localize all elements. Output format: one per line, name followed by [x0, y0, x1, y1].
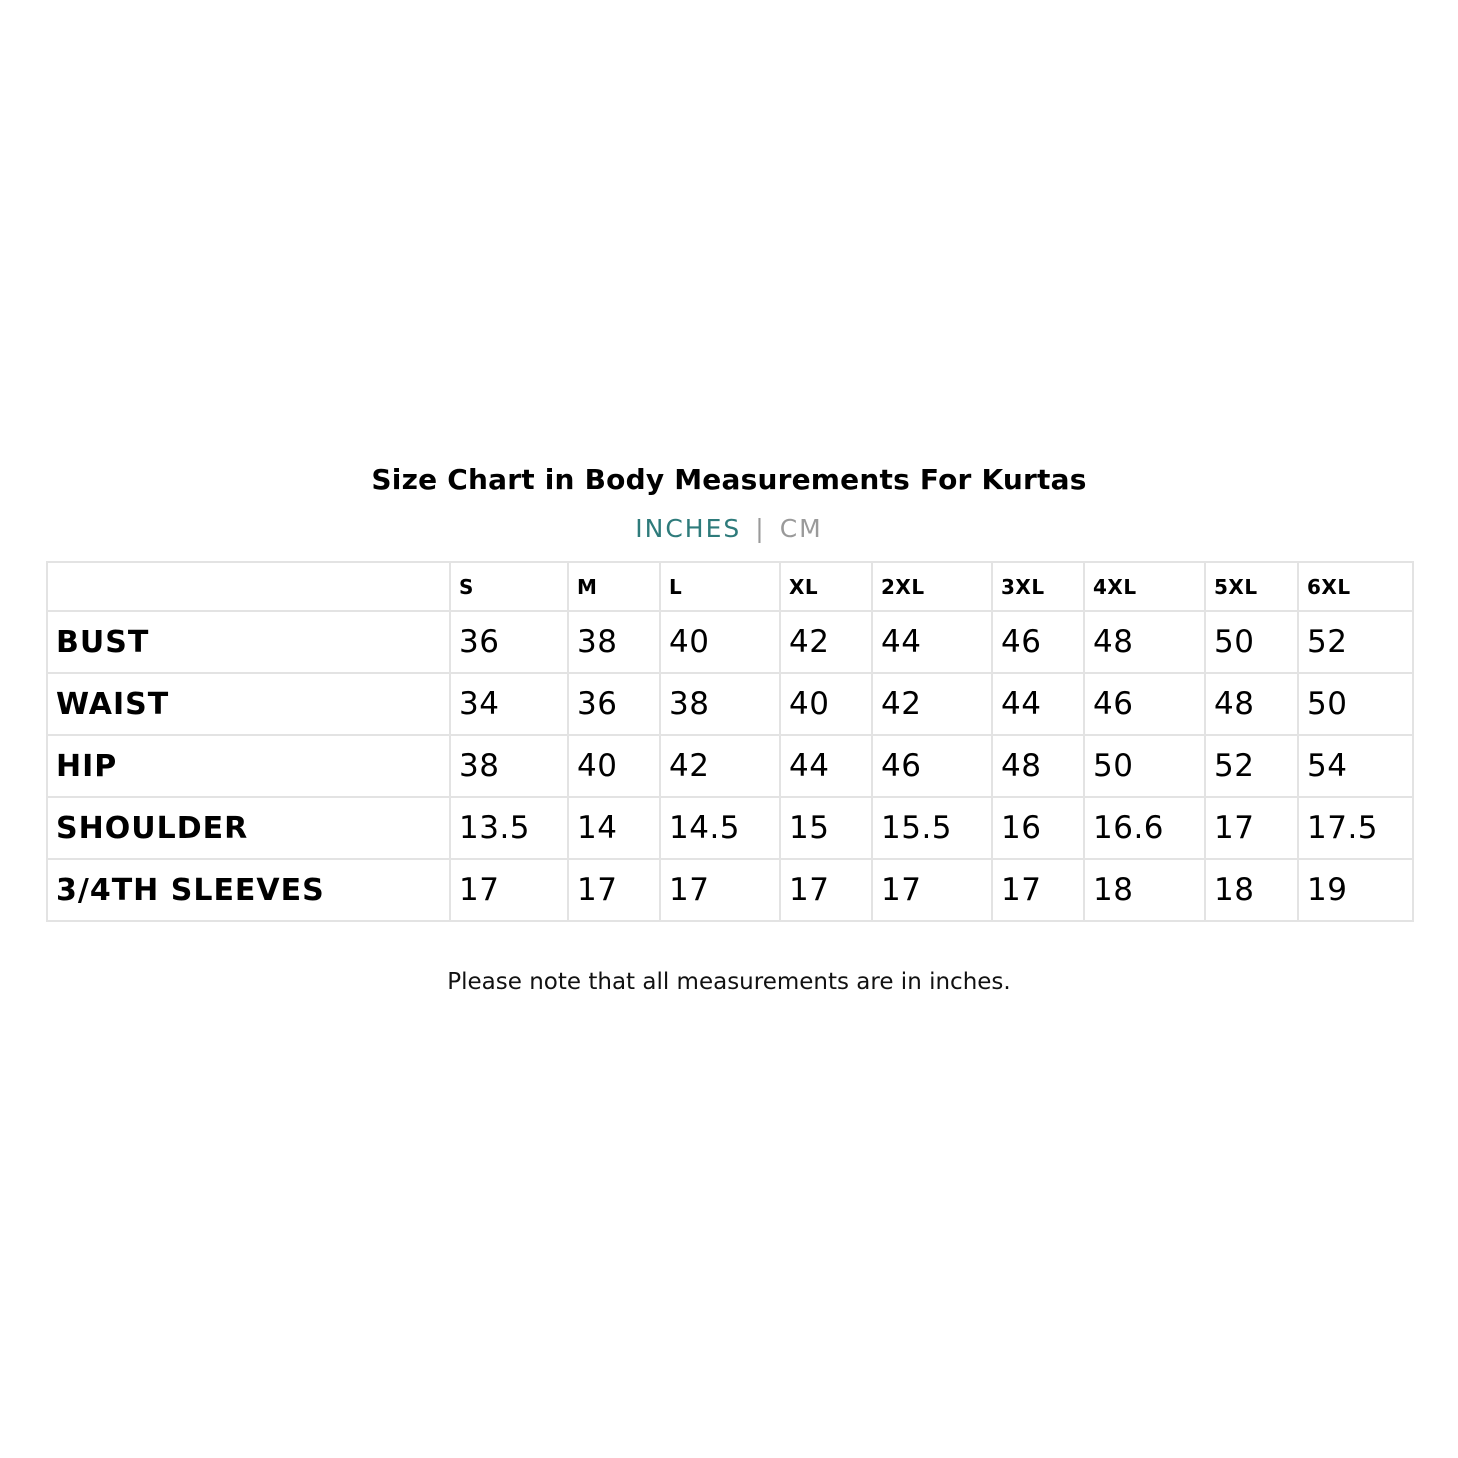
size-chart-table: [46, 561, 1414, 922]
measurement-cell: 40: [780, 673, 872, 735]
measurement-cell: 16.6: [1084, 797, 1205, 859]
size-header: 5XL: [1205, 562, 1298, 611]
table-row: [47, 735, 1413, 797]
measurement-cell: 34: [450, 673, 568, 735]
unit-toggle: [0, 510, 1458, 548]
measurement-note: Please note that all measurements are in inches.: [447, 969, 1011, 995]
measurement-cell: 54: [1298, 735, 1413, 797]
measurement-cell: 14: [568, 797, 660, 859]
table-row: [47, 859, 1413, 921]
size-header: 3XL: [992, 562, 1084, 611]
measurement-cell: 14.5: [660, 797, 780, 859]
size-header: XL: [780, 562, 872, 611]
measurement-cell: 16: [992, 797, 1084, 859]
unit-inches-tab[interactable]: INCHES: [635, 514, 742, 543]
row-label-shoulder: SHOULDER: [47, 797, 450, 859]
page-title: Size Chart in Body Measurements For Kurtas: [371, 463, 1087, 496]
row-label-bust: BUST: [47, 611, 450, 673]
size-header: S: [450, 562, 568, 611]
measurement-cell: 13.5: [450, 797, 568, 859]
size-header: L: [660, 562, 780, 611]
measurement-cell: 50: [1205, 611, 1298, 673]
measurement-cell: 15.5: [872, 797, 992, 859]
measurement-cell: 40: [660, 611, 780, 673]
unit-separator: |: [755, 514, 766, 543]
measurement-cell: 52: [1298, 611, 1413, 673]
measurement-cell: 38: [660, 673, 780, 735]
measurement-cell: 15: [780, 797, 872, 859]
measurement-cell: 48: [992, 735, 1084, 797]
measurement-cell: 17: [780, 859, 872, 921]
measurement-cell: 17: [568, 859, 660, 921]
unit-cm-tab[interactable]: CM: [779, 514, 823, 543]
measurement-cell: 17: [1205, 797, 1298, 859]
size-header-row: [47, 562, 1413, 611]
measurement-cell: 36: [568, 673, 660, 735]
measurement-cell: 44: [992, 673, 1084, 735]
row-label-sleeves: 3/4TH SLEEVES: [47, 859, 450, 921]
measurement-cell: 18: [1084, 859, 1205, 921]
size-header: 6XL: [1298, 562, 1413, 611]
measurement-cell: 17: [872, 859, 992, 921]
measurement-cell: 38: [568, 611, 660, 673]
measurement-cell: 48: [1205, 673, 1298, 735]
size-header: 2XL: [872, 562, 992, 611]
corner-cell: [47, 562, 450, 611]
measurement-cell: 48: [1084, 611, 1205, 673]
table-row: [47, 673, 1413, 735]
measurement-cell: 46: [992, 611, 1084, 673]
measurement-cell: 46: [872, 735, 992, 797]
measurement-cell: 38: [450, 735, 568, 797]
measurement-cell: 18: [1205, 859, 1298, 921]
measurement-cell: 40: [568, 735, 660, 797]
table-row: [47, 611, 1413, 673]
measurement-cell: 19: [1298, 859, 1413, 921]
size-header: M: [568, 562, 660, 611]
measurement-cell: 17: [992, 859, 1084, 921]
measurement-cell: 44: [872, 611, 992, 673]
measurement-cell: 52: [1205, 735, 1298, 797]
measurement-cell: 50: [1298, 673, 1413, 735]
measurement-cell: 44: [780, 735, 872, 797]
measurement-cell: 17: [450, 859, 568, 921]
table-row: [47, 797, 1413, 859]
measurement-cell: 50: [1084, 735, 1205, 797]
measurement-cell: 17: [660, 859, 780, 921]
measurement-cell: 42: [780, 611, 872, 673]
measurement-cell: 46: [1084, 673, 1205, 735]
measurement-cell: 42: [660, 735, 780, 797]
row-label-waist: WAIST: [47, 673, 450, 735]
measurement-cell: 42: [872, 673, 992, 735]
measurement-cell: 36: [450, 611, 568, 673]
size-header: 4XL: [1084, 562, 1205, 611]
row-label-hip: HIP: [47, 735, 450, 797]
measurement-cell: 17.5: [1298, 797, 1413, 859]
